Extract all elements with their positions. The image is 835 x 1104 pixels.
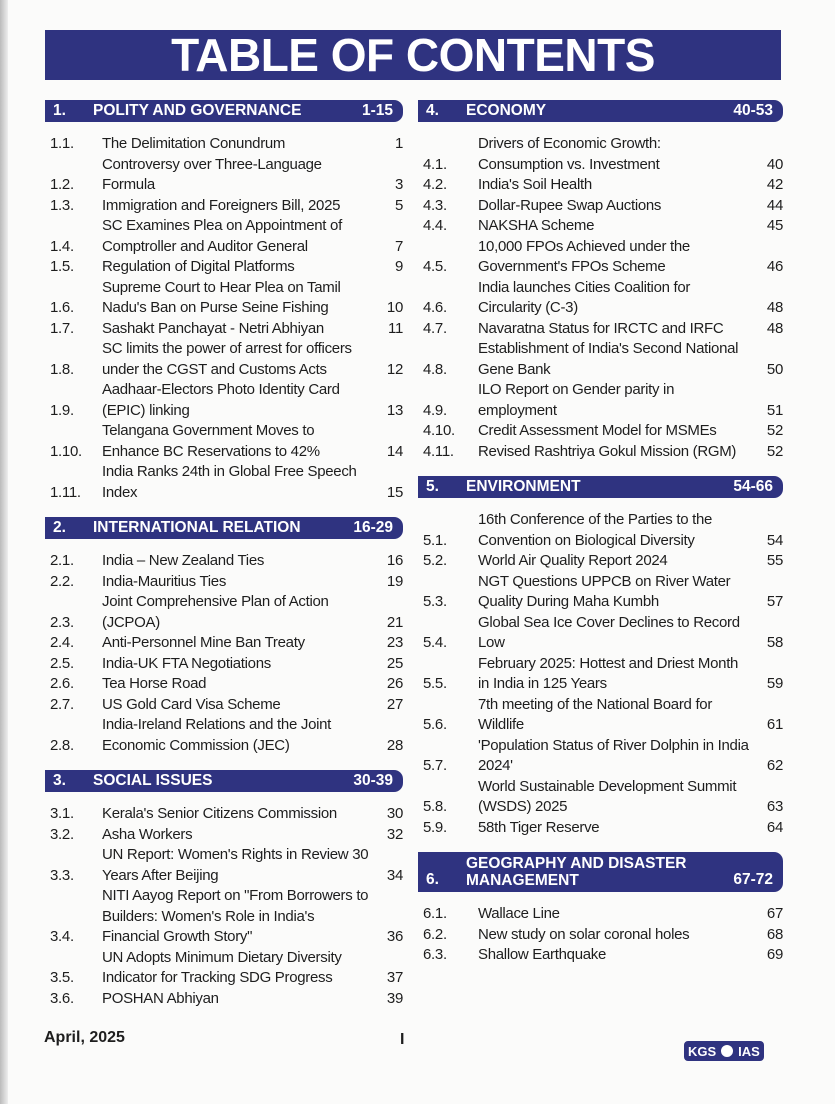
entry-number: 5.5.: [423, 675, 447, 692]
entry-title[interactable]: Wallace Line: [478, 905, 560, 922]
entry-title[interactable]: India's Soil Health: [478, 176, 592, 193]
entry-page: 13: [386, 401, 403, 419]
entry-number: 4.11.: [423, 442, 454, 460]
entry-title[interactable]: World Sustainable Development Summit (WSDS) 2025: [478, 777, 737, 815]
entry-number: 1.9.: [50, 401, 74, 419]
entry-title[interactable]: Establishment of India's Second National Gene Bank: [478, 340, 739, 378]
toc-entry[interactable]: [50, 216, 403, 257]
entry-title[interactable]: Kerala's Senior Citizens Commission: [102, 805, 337, 822]
entry-title[interactable]: February 2025: Hottest and Driest Month in India in 125 Years: [478, 654, 739, 692]
section-page-range: 67-72: [733, 871, 773, 888]
entry-number: 3.5.: [50, 969, 74, 986]
toc-entry[interactable]: [50, 462, 403, 503]
entry-number: 3.1.: [50, 805, 74, 822]
entry-title[interactable]: Anti-Personnel Mine Ban Treaty: [102, 634, 305, 651]
entry-page: 26: [386, 675, 403, 692]
toc-entry[interactable]: [423, 216, 783, 237]
toc-entry[interactable]: [50, 715, 403, 756]
toc-entry[interactable]: [50, 825, 403, 846]
entry-page: 27: [386, 695, 403, 713]
entry-number: 6.1.: [423, 905, 447, 922]
entry-title[interactable]: Regulation of Digital Platforms: [102, 258, 295, 275]
section-title: ENVIRONMENT: [466, 478, 581, 495]
entry-title[interactable]: US Gold Card Visa Scheme: [102, 695, 281, 713]
entry-title[interactable]: SC Examines Plea on Appointment of Comptroller and Auditor General: [102, 217, 342, 255]
page-edge: [0, 0, 8, 1104]
entry-number: 4.9.: [423, 401, 447, 419]
entry-title[interactable]: 16th Conference of the Parties to the Convention on Biological Diversity: [478, 511, 713, 549]
section-number: 1.: [53, 102, 66, 119]
entry-number: 2.5.: [50, 654, 74, 672]
entry-page: 44: [766, 196, 783, 214]
entry-number: 5.1.: [423, 531, 447, 549]
entry-page: 58: [766, 634, 783, 651]
toc-section: [45, 100, 403, 503]
entry-number: 5.9.: [423, 818, 447, 836]
entry-number: 5.7.: [423, 757, 447, 774]
entry-number: 3.6.: [50, 989, 74, 1007]
entry-page: 15: [386, 483, 403, 501]
toc-entry[interactable]: [50, 257, 403, 278]
entry-number: 2.6.: [50, 675, 74, 692]
entry-page: 11: [388, 319, 403, 337]
entry-page: 7: [394, 237, 403, 255]
entry-title[interactable]: Immigration and Foreigners Bill, 2025: [102, 196, 341, 214]
entry-title[interactable]: Revised Rashtriya Gokul Mission (RGM): [478, 442, 737, 460]
entry-number: 1.7.: [50, 319, 74, 337]
entry-page: 64: [766, 818, 783, 836]
entry-page: 67: [766, 905, 783, 922]
toc-entry[interactable]: [50, 380, 403, 421]
toc-entry[interactable]: [423, 442, 783, 463]
entry-title[interactable]: Supreme Court to Hear Plea on Tamil Nadu's Ban on Purse Seine Fishing: [102, 278, 341, 316]
entry-title[interactable]: Navaratna Status for IRCTC and IRFC: [478, 319, 724, 337]
toc-entry[interactable]: [423, 572, 783, 613]
entry-page: 69: [766, 946, 783, 963]
toc-entry[interactable]: [423, 134, 783, 175]
toc-entry[interactable]: [50, 654, 403, 675]
entry-page: 57: [766, 593, 783, 610]
entry-number: 2.8.: [50, 736, 74, 754]
entry-number: 4.3.: [423, 196, 447, 214]
entry-number: 4.7.: [423, 319, 447, 337]
entry-title[interactable]: POSHAN Abhiyan: [102, 989, 219, 1007]
toc-entry[interactable]: [423, 237, 783, 278]
section-entries: [45, 804, 403, 1009]
entry-number: 4.4.: [423, 217, 447, 234]
toc-section: [418, 476, 783, 838]
toc-entry[interactable]: [423, 278, 783, 319]
entry-title[interactable]: India – New Zealand Ties: [102, 552, 265, 569]
issue-date: April, 2025: [44, 1029, 125, 1046]
entry-title[interactable]: Shallow Earthquake: [478, 946, 607, 963]
entry-number: 2.7.: [50, 695, 74, 713]
entry-number: 1.10.: [50, 442, 82, 460]
section-page-range: 40-53: [733, 102, 773, 119]
toc-entry[interactable]: [50, 551, 403, 572]
toc-entry[interactable]: [50, 339, 403, 380]
entry-page: 62: [766, 757, 783, 774]
entry-number: 5.8.: [423, 798, 447, 815]
toc-entry[interactable]: [423, 421, 783, 442]
entry-page: 68: [766, 925, 783, 943]
toc-section: [45, 517, 403, 756]
entry-page: 48: [766, 319, 783, 337]
section-header: [45, 517, 403, 539]
entry-title[interactable]: India launches Cities Coalition for Circularity (C-3): [478, 278, 691, 316]
entry-page: 52: [766, 422, 783, 439]
entry-page: 32: [386, 825, 403, 843]
entry-number: 1.4.: [50, 237, 74, 255]
entry-number: 5.3.: [423, 593, 447, 610]
section-title: ECONOMY: [466, 102, 547, 119]
toc-section: [418, 100, 783, 462]
entry-title[interactable]: 58th Tiger Reserve: [478, 818, 600, 836]
section-page-range: 1-15: [361, 102, 393, 119]
toc-entry[interactable]: [50, 572, 403, 593]
section-title: POLITY AND GOVERNANCE: [93, 102, 302, 119]
toc-entry[interactable]: [50, 196, 403, 217]
entry-page: 46: [766, 258, 783, 275]
entry-number: 3.2.: [50, 825, 74, 843]
entry-title[interactable]: Telangana Government Moves to Enhance BC Reservations to 42%: [102, 422, 320, 460]
toc-entry[interactable]: [423, 551, 783, 572]
entry-number: 1.6.: [50, 299, 74, 316]
toc-entry[interactable]: [423, 925, 783, 946]
entry-title[interactable]: NITI Aayog Report on "From Borrowers to Builders: Women's Role in India's Financial Growth Story": [102, 887, 369, 945]
entry-title[interactable]: World Air Quality Report 2024: [478, 552, 668, 569]
entry-page: 37: [386, 969, 403, 986]
entry-title[interactable]: India-UK FTA Negotiations: [102, 654, 271, 672]
entry-title[interactable]: India-Mauritius Ties: [102, 572, 227, 590]
entry-title[interactable]: UN Adopts Minimum Dietary Diversity Indicator for Tracking SDG Progress: [102, 948, 342, 986]
section-title: GEOGRAPHY AND DISASTER MANAGEMENT: [466, 855, 687, 889]
entry-page: 1: [394, 135, 403, 152]
section-page-range: 30-39: [353, 772, 393, 789]
toc-entry[interactable]: [50, 674, 403, 695]
toc-entry[interactable]: [423, 613, 783, 654]
toc-entry[interactable]: [423, 319, 783, 340]
toc-entry[interactable]: [50, 989, 403, 1010]
entry-number: 2.1.: [50, 552, 74, 569]
entry-page: 28: [386, 736, 403, 754]
entry-title[interactable]: India-Ireland Relations and the Joint Economic Commission (JEC): [102, 716, 332, 754]
entry-page: 16: [386, 552, 403, 569]
entry-title[interactable]: Sashakt Panchayat - Netri Abhiyan: [102, 319, 324, 337]
entry-page: 3: [394, 176, 403, 193]
toc-entry[interactable]: [423, 175, 783, 196]
emblem-icon: [719, 1043, 735, 1059]
entry-title[interactable]: Global Sea Ice Cover Declines to Record Low: [478, 613, 740, 651]
section-header: [45, 100, 403, 122]
kgs-ias-logo: [684, 1041, 764, 1061]
logo-text-left: KGS: [688, 1043, 717, 1059]
section-entries: [45, 551, 403, 756]
entry-number: 6.3.: [423, 946, 447, 963]
entry-number: 4.10.: [423, 422, 455, 439]
entry-page: 52: [766, 442, 783, 460]
entry-number: 3.4.: [50, 928, 74, 945]
toc-entry[interactable]: [423, 736, 783, 777]
toc-entry[interactable]: [50, 319, 403, 340]
entry-title[interactable]: SC limits the power of arrest for officers under the CGST and Customs Acts: [102, 340, 352, 378]
entry-page: 21: [386, 613, 403, 631]
entry-page: 36: [386, 928, 403, 945]
right-column: [418, 100, 783, 1023]
toc-entry[interactable]: [423, 380, 783, 421]
entry-number: 5.2.: [423, 552, 447, 569]
entry-page: 50: [766, 360, 783, 378]
toc-entry[interactable]: [423, 695, 783, 736]
entry-page: 45: [766, 217, 783, 234]
entry-number: 4.2.: [423, 176, 447, 193]
entry-page: 39: [386, 989, 403, 1007]
entry-page: 61: [766, 716, 783, 733]
section-number: 2.: [53, 519, 66, 536]
toc-entry[interactable]: [50, 886, 403, 948]
toc-entry[interactable]: [50, 134, 403, 155]
page-title: TABLE OF CONTENTS: [171, 29, 655, 81]
section-header: [418, 476, 783, 498]
toc-entry[interactable]: [423, 945, 783, 966]
entry-number: 1.2.: [50, 176, 74, 193]
logo-text-right: IAS: [738, 1043, 760, 1059]
entry-page: 54: [766, 531, 783, 549]
section-entries: [418, 510, 783, 838]
section-number: 5.: [426, 478, 439, 495]
entry-title[interactable]: Asha Workers: [102, 825, 193, 843]
entry-page: 42: [766, 176, 783, 193]
entry-title[interactable]: New study on solar coronal holes: [478, 925, 690, 943]
entry-page: 5: [394, 196, 403, 214]
entry-page: 9: [394, 258, 403, 275]
toc-section: [418, 852, 783, 966]
entry-title[interactable]: ILO Report on Gender parity in employment: [478, 381, 675, 419]
entry-number: 4.5.: [423, 258, 447, 275]
section-page-range: 16-29: [353, 519, 393, 536]
entry-number: 4.1.: [423, 155, 447, 173]
entry-title[interactable]: 10,000 FPOs Achieved under the Government's FPOs Scheme: [478, 237, 690, 275]
entry-title[interactable]: 'Population Status of River Dolphin in India 2024': [478, 736, 749, 774]
toc-entry[interactable]: [50, 695, 403, 716]
entry-page: 19: [386, 572, 403, 590]
toc-columns: [0, 100, 835, 1023]
entry-title[interactable]: NAKSHA Scheme: [478, 217, 595, 234]
toc-entry[interactable]: [423, 777, 783, 818]
entry-page: 25: [386, 654, 403, 672]
entry-page: 59: [766, 675, 783, 692]
entry-number: 1.1.: [50, 135, 74, 152]
toc-entry[interactable]: [50, 278, 403, 319]
section-number: 4.: [426, 102, 439, 119]
section-entries: [45, 134, 403, 503]
section-number: 3.: [53, 772, 66, 789]
entry-title[interactable]: Joint Comprehensive Plan of Action (JCPOA): [102, 593, 329, 631]
entry-number: 1.11.: [50, 483, 81, 501]
section-entries: [418, 904, 783, 966]
entry-number: 1.3.: [50, 196, 74, 214]
entry-title[interactable]: NGT Questions UPPCB on River Water Quality During Maha Kumbh: [478, 572, 731, 610]
section-header: [418, 852, 783, 892]
entry-number: 1.8.: [50, 360, 74, 378]
left-column: [45, 100, 403, 1023]
entry-page: 10: [386, 299, 403, 316]
section-title: INTERNATIONAL RELATION: [93, 519, 301, 536]
entry-title[interactable]: Controversy over Three-Language Formula: [102, 155, 322, 193]
section-page-range: 54-66: [733, 478, 773, 495]
entry-page: 12: [386, 360, 403, 378]
entry-title[interactable]: Dollar-Rupee Swap Auctions: [478, 196, 662, 214]
entry-title[interactable]: UN Report: Women's Rights in Review 30 Years After Beijing: [102, 846, 369, 884]
entry-number: 1.5.: [50, 258, 74, 275]
section-title: SOCIAL ISSUES: [93, 772, 213, 789]
toc-entry[interactable]: [423, 339, 783, 380]
page-footer: [0, 1029, 835, 1065]
toc-entry[interactable]: [50, 155, 403, 196]
entry-page: 48: [766, 299, 783, 316]
entry-page: 55: [766, 552, 783, 569]
toc-section: [45, 770, 403, 1009]
entry-title[interactable]: India Ranks 24th in Global Free Speech Index: [102, 463, 357, 501]
toc-entry[interactable]: [50, 633, 403, 654]
entry-title[interactable]: 7th meeting of the National Board for Wildlife: [478, 695, 713, 733]
section-header: [418, 100, 783, 122]
toc-entry[interactable]: [423, 654, 783, 695]
entry-page: 30: [386, 805, 403, 822]
section-number: 6.: [426, 871, 439, 888]
entry-title[interactable]: Credit Assessment Model for MSMEs: [478, 422, 717, 439]
entry-title[interactable]: Aadhaar-Electors Photo Identity Card (EPIC) linking: [102, 381, 340, 419]
entry-page: 40: [766, 155, 783, 173]
entry-number: 2.2.: [50, 572, 74, 590]
toc-entry[interactable]: [423, 196, 783, 217]
entry-page: 34: [386, 866, 403, 884]
entry-page: 23: [386, 634, 403, 651]
entry-number: 4.8.: [423, 360, 447, 378]
entry-number: 5.6.: [423, 716, 447, 733]
entry-number: 2.3.: [50, 613, 74, 631]
toc-entry[interactable]: [50, 421, 403, 462]
section-header: [45, 770, 403, 792]
entry-number: 5.4.: [423, 634, 447, 651]
entry-number: 3.3.: [50, 866, 74, 884]
section-entries: [418, 134, 783, 462]
entry-page: 14: [386, 442, 403, 460]
toc-entry[interactable]: [423, 510, 783, 551]
entry-title[interactable]: The Delimitation Conundrum: [102, 135, 286, 152]
entry-number: 2.4.: [50, 634, 74, 651]
entry-title[interactable]: Tea Horse Road: [102, 675, 207, 692]
title-banner: [45, 30, 781, 80]
toc-entry[interactable]: [423, 904, 783, 925]
entry-page: 51: [766, 401, 783, 419]
entry-number: 6.2.: [423, 925, 447, 943]
toc-entry[interactable]: [50, 948, 403, 989]
toc-entry[interactable]: [423, 818, 783, 839]
entry-number: 4.6.: [423, 299, 447, 316]
page-number: I: [400, 1031, 405, 1048]
toc-entry[interactable]: [50, 592, 403, 633]
entry-title[interactable]: Drivers of Economic Growth: Consumption vs. Investment: [478, 135, 661, 173]
toc-entry[interactable]: [50, 845, 403, 886]
entry-page: 63: [766, 798, 783, 815]
toc-entry[interactable]: [50, 804, 403, 825]
